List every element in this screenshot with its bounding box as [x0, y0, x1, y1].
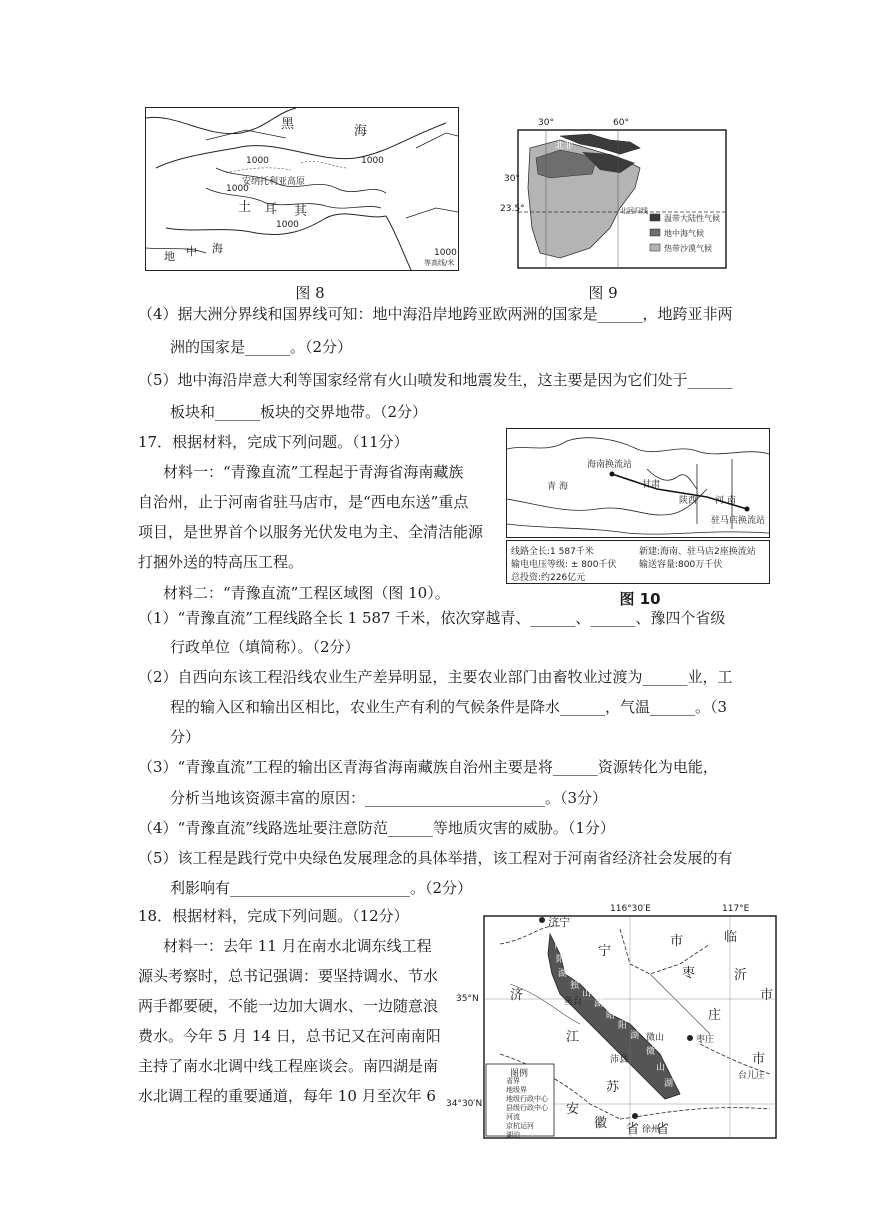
med-label-3: 海 [212, 242, 223, 255]
jining-label: 济宁 [548, 916, 570, 929]
legend-river: 河流 [506, 1113, 520, 1121]
zaozhuang-label: 枣庄 [696, 1035, 715, 1045]
legend-lake: 湖泊 [506, 1131, 520, 1139]
figure-10-map [506, 428, 770, 538]
lake-char-2: 阳 [556, 955, 566, 965]
q17-part2-line3: 分） [170, 728, 201, 746]
figure-10-info-box [506, 540, 770, 584]
shi-label-1: 市 [670, 934, 684, 949]
q17-material1-line4: 打捆外送的特高压工程。 [138, 553, 304, 571]
contour-1000-b: 1000 [226, 184, 249, 194]
q17-material1-line3: 项目，是世界首个以服务光伏发电为主、全清洁能源 [138, 523, 484, 541]
q17-part2-line2: 程的输入区和输出区相比，农业生产有利的气候条件是降水______，气温______。（3 [170, 698, 728, 716]
q16-part5-line2: 板块和______板块的交界地带。（2分） [170, 403, 428, 421]
lake-char-5: 山 [582, 989, 592, 999]
q17-part3-line2: 分析当地该资源丰富的原因：________________________。（3分） [170, 789, 608, 807]
figure-10-caption: 图 10 [619, 590, 661, 608]
contour-1000-c: 1000 [361, 156, 384, 166]
lat-35-label: 35°N [456, 994, 479, 1004]
taierzhuang-label: 台儿庄 [738, 1071, 766, 1081]
q17-part2-line1: （2）自西向东该工程沿线农业生产差异明显，主要农业部门由畜牧业过渡为______业，工 [138, 668, 733, 686]
info-line-length: 线路全长:1 587千米 [511, 547, 594, 557]
figure-11-map [446, 904, 780, 1140]
contour-legend-number: 1000 [434, 248, 457, 258]
sheng-label-2: 省 [656, 1122, 670, 1137]
su-label: 苏 [606, 1080, 620, 1095]
q17-title: 17．根据材料，完成下列问题。（11分） [138, 433, 409, 451]
legend-item-desert: 热带沙漠气候 [664, 244, 712, 253]
lake-char-8: 阳 [618, 1021, 628, 1031]
lake-char-11: 山 [656, 1063, 666, 1073]
legend-county-center: 县级行政中心 [506, 1104, 548, 1112]
legend-grand-canal: 京杭运河 [506, 1122, 534, 1130]
contour-1000-a: 1000 [246, 156, 269, 166]
country-label-3: 其 [294, 204, 308, 219]
legend-prefecture-border: 地级界 [506, 1086, 527, 1094]
zhuang-label: 庄 [708, 1008, 722, 1023]
q17-part1-line2: 行政单位（填简称）。（2分） [170, 638, 360, 656]
yutai-label: 鱼台 [564, 997, 583, 1007]
info-new-stations: 新建:海南、驻马店2座换流站 [639, 547, 756, 557]
q16-part4-line1: （4）据大洲分界线和国界线可知：地中海沿岸地跨亚欧两洲的国家是______，地跨亚非两 [138, 305, 733, 323]
q18-title: 18．根据材料，完成下列问题。（12分） [138, 907, 409, 925]
q17-part4: （4）“青豫直流”线路选址要注意防范______等地质灾害的威胁。（1分） [138, 819, 615, 837]
q17-part5-line1: （5）该工程是践行党中央绿色发展理念的具体举措，该工程对于河南省经济社会发展的有 [138, 849, 733, 867]
black-sea-label-1: 黑 [281, 117, 295, 132]
henan-label: 河 南 [715, 496, 736, 506]
figure-9-map [500, 118, 740, 270]
figure-9-caption: 图 9 [588, 284, 618, 302]
legend-item-mediterranean: 地中海气候 [664, 229, 704, 238]
peixian-label: 沛县 [610, 1055, 629, 1065]
q17-part3-line1: （3）“青豫直流”工程的输出区青海省海南藏族自治州主要是将______资源转化为电能， [138, 758, 718, 776]
info-capacity: 输送容量:800万千伏 [639, 560, 723, 570]
zhumadian-station-label: 驻马店换流站 [711, 516, 766, 526]
legend-title: 图例 [510, 1069, 529, 1079]
contour-1000-d: 1000 [276, 220, 299, 230]
q18-material1-line5: 主持了南水北调中线工程座谈会。南四湖是南 [138, 1057, 439, 1075]
q17-material2: 材料二：“青豫直流”工程区域图（图 10）。 [163, 584, 450, 602]
q17-material1-line2: 自治州，止于河南省驻马店市，是“西电东送”重点 [138, 493, 469, 511]
info-investment: 总投资:约226亿元 [511, 573, 586, 583]
lon-60e-label: 60° [613, 118, 629, 128]
hui-label: 徽 [594, 1116, 608, 1131]
legend-province-border: 省界 [506, 1077, 520, 1085]
xuzhou-label: 徐州 [642, 1125, 661, 1135]
lake-char-10: 微 [646, 1047, 656, 1057]
lake-char-6: 湖 [594, 999, 604, 1009]
med-label-2: 中 [186, 245, 197, 258]
figure-8-map [145, 107, 459, 271]
lake-char-9: 湖 [630, 1031, 640, 1041]
plateau-label: 安纳托利亚高原 [242, 177, 306, 187]
info-voltage: 输电电压等级: ± 800千伏 [511, 560, 617, 570]
hainan-station-label: 海南换流站 [587, 460, 633, 470]
country-label-2: 耳 [264, 202, 278, 217]
q18-material1-line3: 两手都要硬，不能一边加大调水、一边随意浪 [138, 997, 439, 1015]
gansu-label: 甘肃 [642, 480, 661, 490]
tropic-label: 北回归线 [620, 207, 648, 215]
lon-116-30-label: 116°30′E [610, 904, 651, 914]
ji-label: 济 [510, 988, 524, 1003]
q18-material1-line2: 源头考察时，总书记强调：要坚持调水、节水 [138, 967, 439, 985]
ning-label: 宁 [598, 944, 612, 959]
lake-char-4: 独 [570, 981, 580, 991]
zao-label: 枣 [682, 966, 696, 981]
shaanxi-label: 陕西 [679, 496, 698, 506]
lake-char-1: 南 [554, 941, 564, 951]
q17-material1-line1: 材料一：“青豫直流”工程起于青海省海南藏族 [163, 463, 464, 481]
shi-label-3: 市 [752, 1052, 766, 1067]
an-label: 安 [566, 1102, 580, 1117]
q17-part5-line2: 利影响有________________________。（2分） [170, 879, 473, 897]
lake-char-3: 湖 [558, 969, 568, 979]
yi-label: 沂 [734, 968, 748, 983]
q18-material1-line4: 费水。今年 5 月 14 日，总书记又在河南南阳 [138, 1027, 441, 1045]
lat-30n-label: 30° [504, 174, 520, 184]
lon-30e-label: 30° [538, 118, 554, 128]
lon-117-label: 117°E [722, 904, 750, 914]
lat-23-label: 23.5° [500, 204, 525, 214]
north-africa-label: 北非 [555, 141, 574, 151]
weishan-label: 微山 [646, 1033, 665, 1043]
legend-prefecture-center: 地级行政中心 [506, 1095, 548, 1103]
shi-label-2: 市 [760, 988, 774, 1003]
lake-char-7: 昭 [606, 1011, 616, 1021]
q17-part1-line1: （1）“青豫直流”工程线路全长 1 587 千米，依次穿越青、______、______、豫四个省级 [138, 609, 726, 627]
black-sea-label-2: 海 [354, 124, 368, 139]
sheng-label-1: 省 [626, 1122, 640, 1137]
legend-item-continental: 温带大陆性气候 [664, 214, 720, 223]
figure-8-caption: 图 8 [295, 284, 325, 302]
country-label-1: 土 [238, 200, 252, 215]
lat-34-30-label: 34°30′N [446, 1099, 483, 1109]
q16-part5-line1: （5）地中海沿岸意大利等国家经常有火山喷发和地震发生，这主要是因为它们处于______ [138, 371, 733, 389]
q16-part4-line2: 洲的国家是______。（2分） [170, 338, 353, 356]
jiang-label: 江 [566, 1030, 580, 1045]
q18-material1-line1: 材料一：去年 11 月在南水北调东线工程 [163, 937, 432, 955]
med-label-1: 地 [164, 250, 175, 263]
lake-char-12: 湖 [664, 1079, 674, 1089]
q18-material1-line6: 水北调工程的重要通道，每年 10 月至次年 6 [138, 1087, 436, 1105]
qinghai-label: 青 海 [547, 482, 568, 492]
contour-legend-text: 等高线/米 [424, 259, 455, 267]
lin-label: 临 [724, 930, 738, 945]
